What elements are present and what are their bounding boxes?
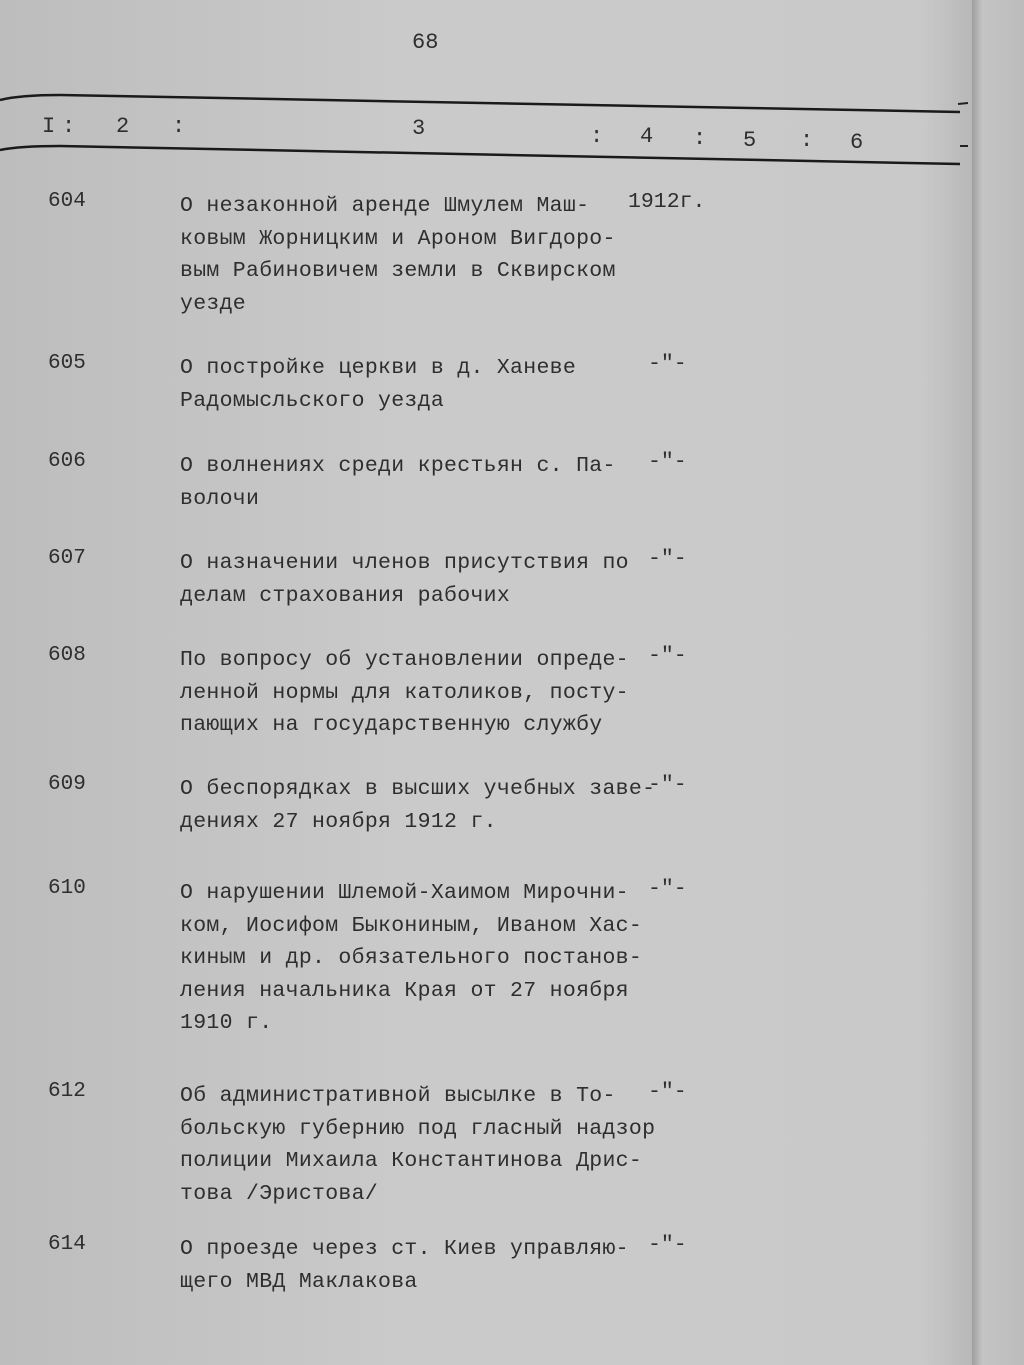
case-title-line: О нарушении Шлемой-Хаимом Мирочни- xyxy=(180,881,629,905)
column-header: 2 xyxy=(116,114,130,139)
case-date: -"- xyxy=(648,352,687,376)
case-title-line: больскую губернию под гласный надзор xyxy=(180,1116,656,1141)
case-title-line: ленной нормы для католиков, посту- xyxy=(180,680,629,705)
case-title-line: вым Рабиновичем земли в Сквирском xyxy=(180,259,616,283)
case-title-line: делам страхования рабочих xyxy=(180,583,511,608)
case-date: -"- xyxy=(648,450,687,474)
case-title-line: Об административной высылке в То- xyxy=(180,1084,616,1108)
case-title xyxy=(180,644,629,742)
case-number: 608 xyxy=(48,644,86,667)
case-title-line: това /Эристова/ xyxy=(180,1181,379,1206)
case-date: -"- xyxy=(648,877,687,901)
case-title xyxy=(180,877,642,1040)
case-date: -"- xyxy=(648,547,687,571)
case-title xyxy=(180,547,629,612)
case-date: -"- xyxy=(648,1233,687,1257)
case-title-line: 1910 г. xyxy=(180,1011,273,1035)
case-date: -"- xyxy=(648,773,687,797)
case-number: 609 xyxy=(48,773,86,796)
case-title-line: уезде xyxy=(180,291,247,316)
case-title xyxy=(180,773,655,838)
case-title-line: полиции Михаила Константинова Дрис- xyxy=(180,1149,643,1173)
case-number: 612 xyxy=(48,1080,86,1103)
header-bottom-rule xyxy=(0,146,960,164)
case-title xyxy=(180,1080,655,1210)
case-title-line: О волнениях среди крестьян с. Па- xyxy=(180,454,616,478)
column-separator: : xyxy=(590,124,604,149)
column-header: 6 xyxy=(850,130,864,155)
case-title-line: О незаконной аренде Шмулем Маш- xyxy=(180,194,590,218)
column-header: I xyxy=(42,114,56,139)
column-separator: : xyxy=(693,126,707,151)
case-title xyxy=(180,190,616,320)
column-header: 3 xyxy=(412,116,426,141)
case-title-line: О постройке церкви в д. Ханеве xyxy=(180,356,577,380)
case-title-line: Радомысльского уезда xyxy=(180,388,445,413)
column-separator: : xyxy=(172,114,186,139)
case-title-line: О беспорядках в высших учебных заве- xyxy=(180,777,656,801)
page-number: 68 xyxy=(412,30,439,55)
header-top-rule xyxy=(0,95,960,112)
case-date: -"- xyxy=(648,1080,687,1104)
case-title xyxy=(180,1233,629,1298)
case-number: 610 xyxy=(48,877,86,900)
column-separator: : xyxy=(62,114,76,139)
case-title-line: волочи xyxy=(180,486,260,511)
case-title-line: О проезде через ст. Киев управляю- xyxy=(180,1237,629,1261)
case-title-line: щего МВД Маклакова xyxy=(180,1269,418,1294)
column-header: 5 xyxy=(743,128,757,153)
column-separator: : xyxy=(800,128,814,153)
case-number: 604 xyxy=(48,190,86,213)
case-title-line: пающих на государственную службу xyxy=(180,713,603,737)
edge-mark xyxy=(958,103,968,104)
case-title-line: ком, Иосифом Быкониным, Иваном Хас- xyxy=(180,913,643,938)
case-number: 614 xyxy=(48,1233,86,1256)
case-title-line: дениях 27 ноября 1912 г. xyxy=(180,809,497,834)
case-title-line: ковым Жорницким и Ароном Вигдоро- xyxy=(180,226,616,251)
case-title-line: киным и др. обязательного постанов- xyxy=(180,946,643,970)
case-title xyxy=(180,450,616,515)
case-title-line: По вопросу об установлении опреде- xyxy=(180,648,629,672)
case-date: -"- xyxy=(648,644,687,668)
table-header-rules xyxy=(0,0,1024,200)
case-title-line: ления начальника Края от 27 ноября xyxy=(180,978,629,1003)
case-title-line: О назначении членов присутствия по xyxy=(180,551,629,575)
column-header: 4 xyxy=(640,124,654,149)
case-date: 1912г. xyxy=(628,190,706,214)
case-title xyxy=(180,352,576,417)
page-edge xyxy=(972,0,1024,1365)
case-number: 607 xyxy=(48,547,86,570)
case-number: 605 xyxy=(48,352,86,375)
case-number: 606 xyxy=(48,450,86,473)
